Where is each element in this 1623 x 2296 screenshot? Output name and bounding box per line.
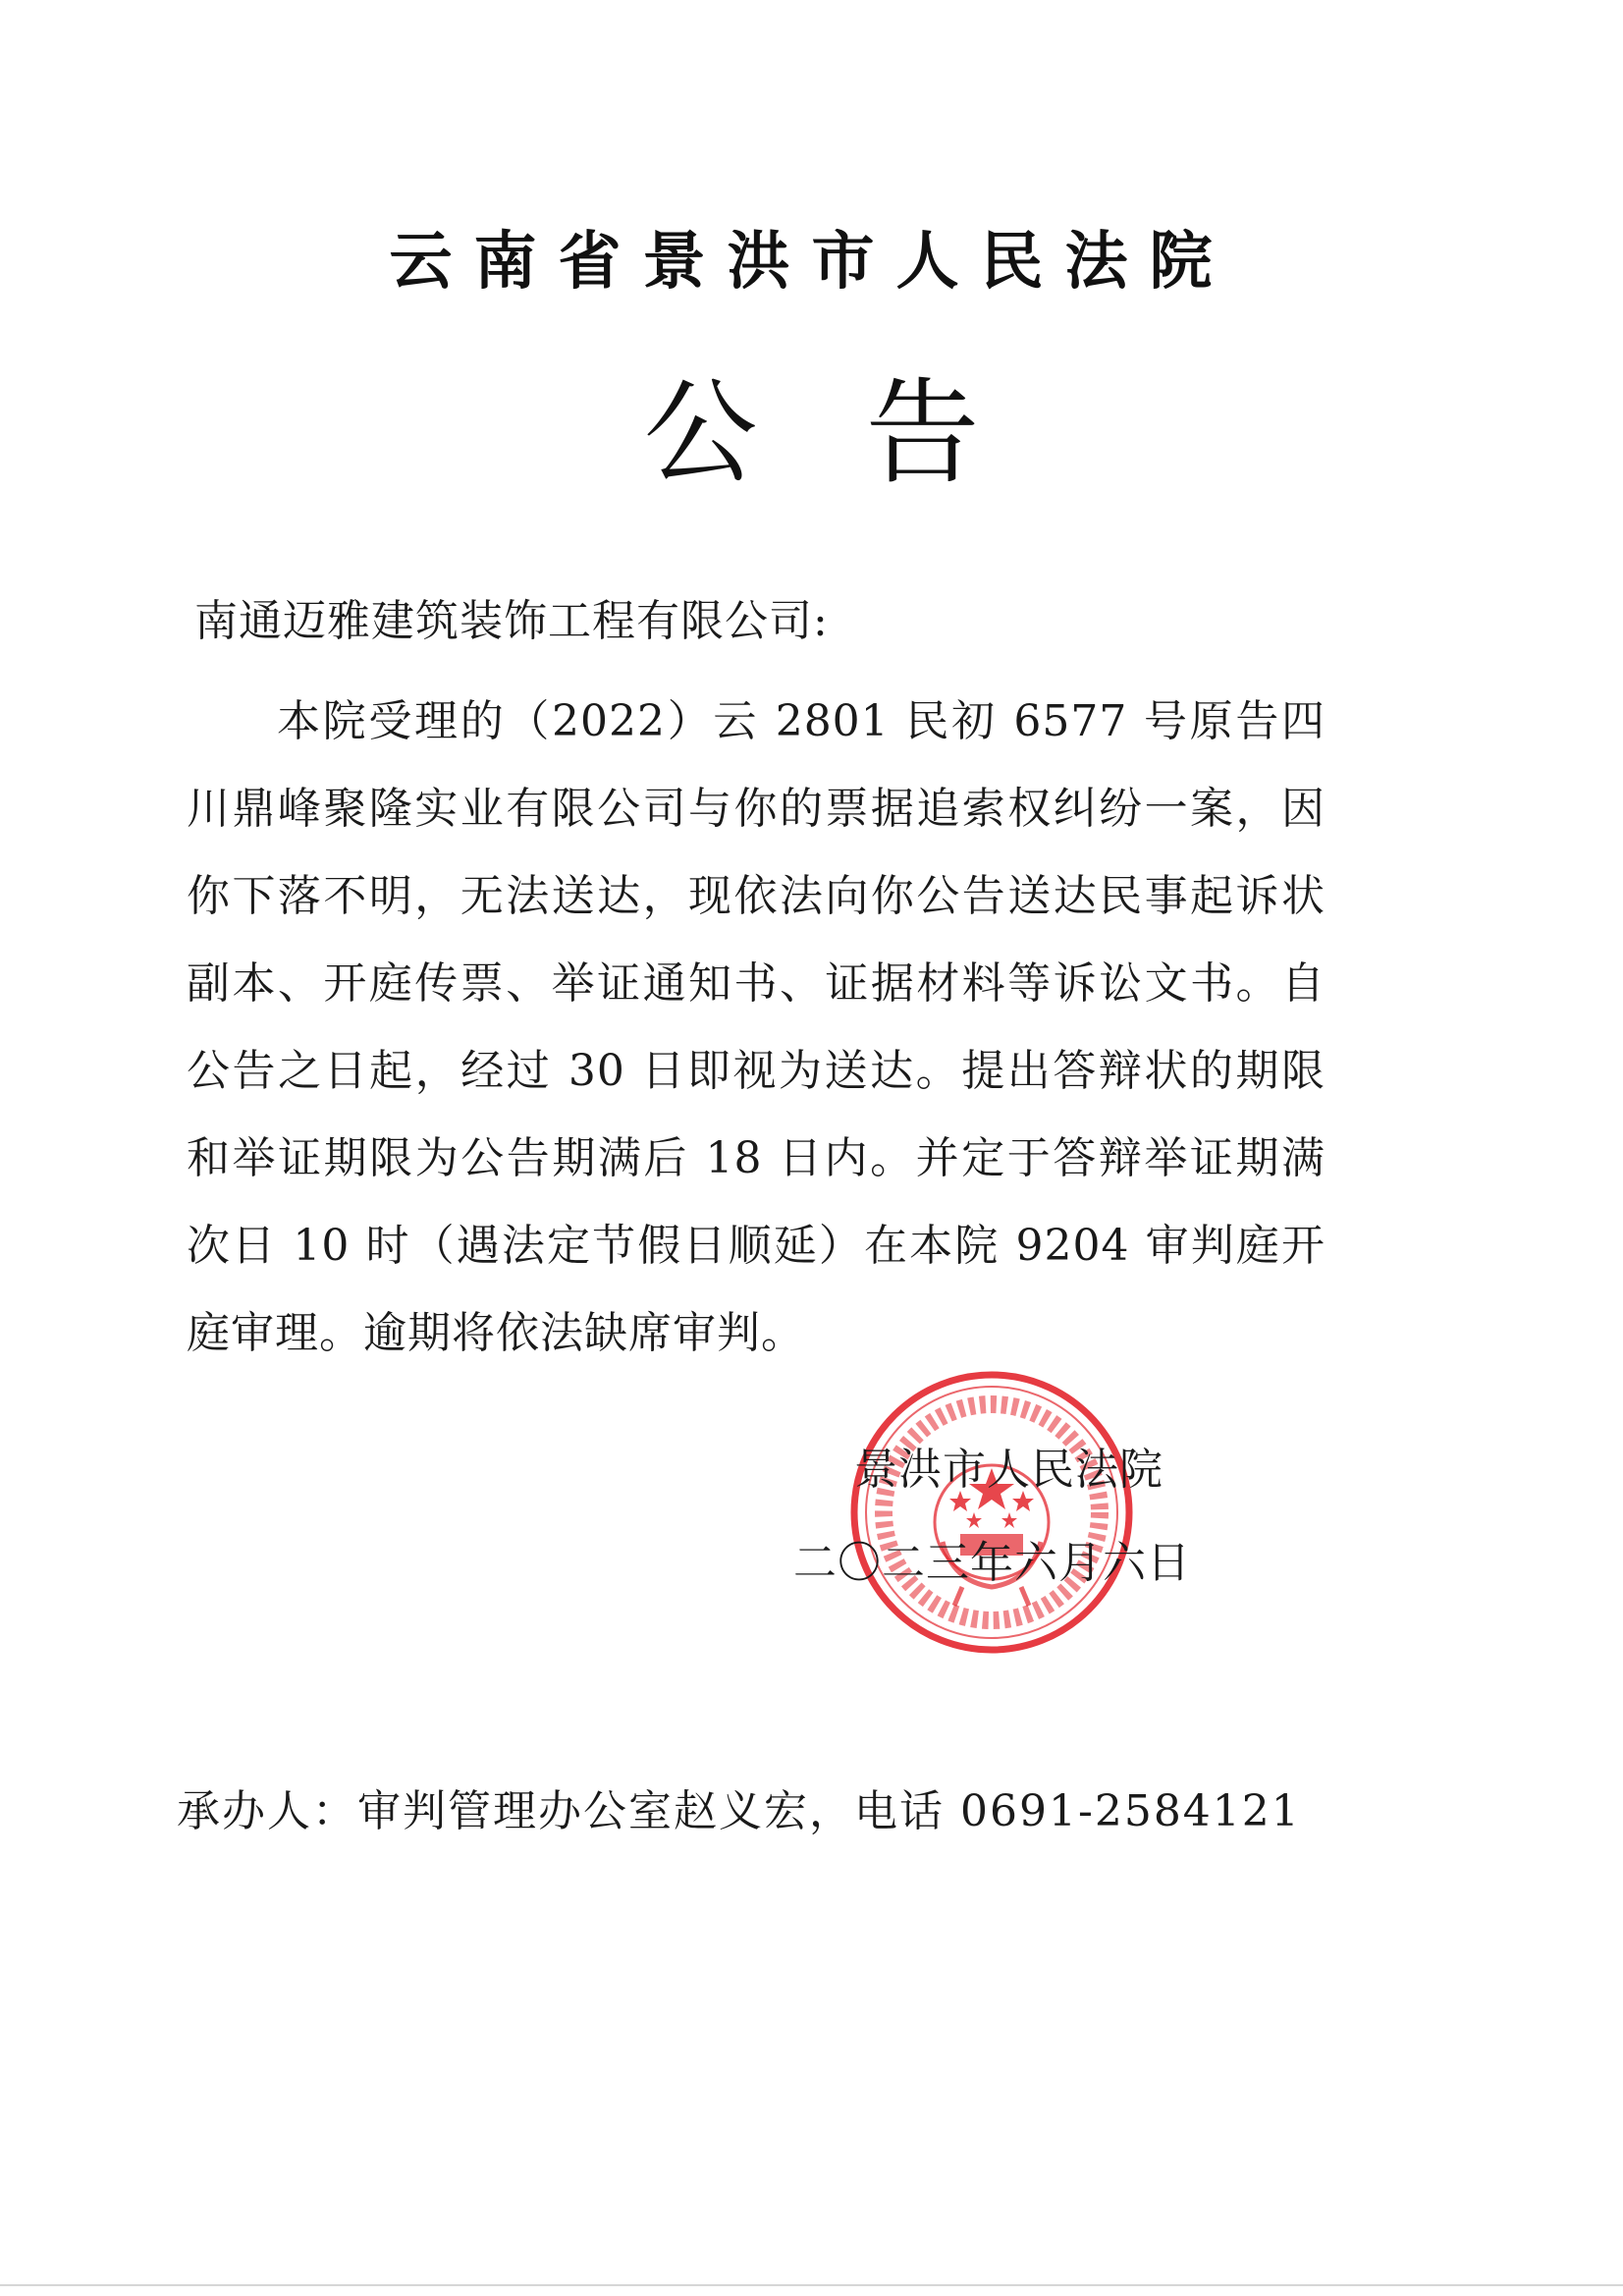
announcement-body: 本院受理的（2022）云 2801 民初 6577 号原告四川鼎峰聚隆实业有限公司与你的票据追索权纠纷一案，因你下落不明，无法送达，现依法向你公告送达民事起诉状副本、开庭传票、举证通知书、证据材料等诉讼文书。自公告之日起，经过 30 日即视为送达。提出答辩状的期限和举证期限为公告期满后 18 日内。并定于答辩举证期满次日 10 时（遇法定节假日顺延）在本院 9204 审判庭开庭审理。逾期将依法缺席审判。 xyxy=(187,696,1325,1358)
signature-court-name: 景洪市人民法院 xyxy=(854,1445,1163,1495)
court-seal-icon xyxy=(844,1365,1139,1660)
document-title: 公告 xyxy=(643,367,1088,500)
page-bottom-rule xyxy=(0,2284,1623,2286)
handler-contact: 承办人：审判管理办公室赵义宏，电话 0691-2584121 xyxy=(177,1786,1301,1836)
addressee: 南通迈雅建筑装饰工程有限公司: xyxy=(194,596,829,646)
court-title: 云南省景洪市人民法院 xyxy=(389,226,1234,299)
signature-date: 二〇二三年六月六日 xyxy=(793,1538,1191,1588)
